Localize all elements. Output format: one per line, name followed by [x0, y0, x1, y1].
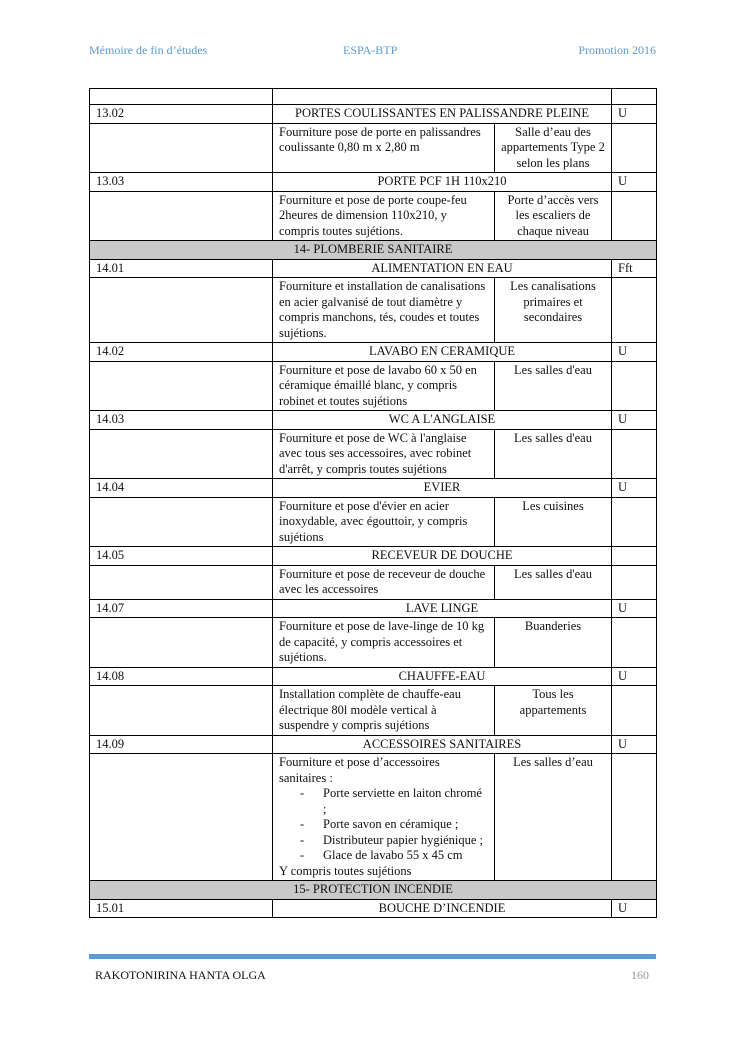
item-location: Buanderies: [495, 618, 612, 668]
item-description-row: [90, 754, 657, 881]
item-location: Les salles d'eau: [495, 429, 612, 479]
item-title: WC A L'ANGLAISE: [273, 411, 612, 430]
empty-unit-cell: [612, 686, 657, 736]
empty-cell: [273, 89, 612, 105]
item-code: 14.02: [90, 343, 273, 362]
item-description: [273, 278, 495, 343]
description-text: Fourniture et pose de lavabo 60 x 50 en céramique émaillé blanc, y compris robinet et toutes sujétions: [279, 362, 477, 408]
description-closing: Y compris toutes sujétions: [279, 863, 412, 878]
item-unit: Fft: [612, 259, 657, 278]
footer-author: RAKOTONIRINA HANTA OLGA: [95, 968, 266, 982]
section-header-row: [90, 881, 657, 900]
item-location: Les salles d'eau: [495, 565, 612, 599]
item-title: CHAUFFE-EAU: [273, 667, 612, 686]
empty-code-cell: [90, 686, 273, 736]
item-title: PORTES COULISSANTES EN PALISSANDRE PLEINE: [273, 105, 612, 124]
item-code: 14.09: [90, 735, 273, 754]
specification-table-body: [90, 89, 657, 918]
item-code: 15.01: [90, 899, 273, 918]
item-description: [273, 565, 495, 599]
specification-table: [89, 88, 657, 918]
item-title: LAVE LINGE: [273, 599, 612, 618]
empty-code-cell: [90, 618, 273, 668]
item-title: EVIER: [273, 479, 612, 498]
description-text: Fourniture et pose d’accessoires sanitaires :: [279, 755, 440, 785]
item-title: BOUCHE D’INCENDIE: [273, 899, 612, 918]
empty-unit-cell: [612, 754, 657, 881]
description-text: Fourniture et installation de canalisations en acier galvanisé de tout diamètre y compris manchons, tés, coudes et toutes sujétions.: [279, 279, 486, 340]
item-unit: U: [612, 899, 657, 918]
item-description: [273, 618, 495, 668]
item-description-row: [90, 565, 657, 599]
item-title-row: [90, 479, 657, 498]
item-location: Les salles d’eau: [495, 754, 612, 881]
item-unit: [612, 547, 657, 566]
item-unit: U: [612, 173, 657, 192]
item-title-row: [90, 411, 657, 430]
item-title-row: [90, 599, 657, 618]
item-title-row: [90, 343, 657, 362]
section-title: 14- PLOMBERIE SANITAIRE: [90, 241, 657, 260]
item-description-row: [90, 191, 657, 241]
header-right: Promotion 2016: [578, 43, 656, 57]
item-title: ACCESSOIRES SANITAIRES: [273, 735, 612, 754]
list-item: - Porte savon en céramique ;: [279, 817, 488, 833]
description-text: Installation complète de chauffe-eau électrique 80l modèle vertical à suspendre y compris sujétions: [279, 687, 461, 732]
empty-code-cell: [90, 565, 273, 599]
item-description: [273, 191, 495, 241]
item-description-row: [90, 429, 657, 479]
item-description-row: [90, 361, 657, 411]
item-code: 14.04: [90, 479, 273, 498]
item-unit: U: [612, 411, 657, 430]
item-description-row: [90, 123, 657, 173]
item-title: PORTE PCF 1H 110x210: [273, 173, 612, 192]
item-unit: U: [612, 343, 657, 362]
page-number: 160: [631, 968, 649, 982]
empty-cell: [90, 89, 273, 105]
item-location: Porte d’accès vers les escaliers de chaque niveau: [495, 191, 612, 241]
accessory-list: [279, 786, 488, 864]
item-description: [273, 686, 495, 736]
item-title-row: [90, 667, 657, 686]
item-location: Tous les appartements: [495, 686, 612, 736]
list-item: - Distributeur papier hygiénique ;: [279, 833, 488, 849]
description-text: Fourniture et pose de lave-linge de 10 kg de capacité, y compris accessoires et sujétions.: [279, 619, 485, 664]
item-location: Les cuisines: [495, 497, 612, 547]
item-title-row: [90, 173, 657, 192]
empty-unit-cell: [612, 565, 657, 599]
item-code: 13.02: [90, 105, 273, 124]
empty-code-cell: [90, 191, 273, 241]
item-unit: U: [612, 599, 657, 618]
item-unit: U: [612, 105, 657, 124]
description-text: Fourniture et pose de WC à l'anglaise avec tous ses accessoires, avec robinet d'arrêt, y compris toutes sujétions: [279, 430, 472, 476]
empty-code-cell: [90, 754, 273, 881]
empty-code-cell: [90, 123, 273, 173]
item-description-row: [90, 497, 657, 547]
item-title-row: [90, 899, 657, 918]
item-title-row: [90, 105, 657, 124]
item-description: [273, 361, 495, 411]
item-title-row: [90, 547, 657, 566]
table-row-blank: [90, 89, 657, 105]
item-description: [273, 497, 495, 547]
item-title-row: [90, 259, 657, 278]
description-text: Fourniture et pose de receveur de douche avec les accessoires: [279, 566, 486, 596]
empty-code-cell: [90, 361, 273, 411]
footer-rule: [89, 954, 656, 959]
item-title: RECEVEUR DE DOUCHE: [273, 547, 612, 566]
empty-unit-cell: [612, 618, 657, 668]
item-description: [273, 123, 495, 173]
empty-cell: [612, 89, 657, 105]
section-header-row: [90, 241, 657, 260]
item-location: Salle d’eau des appartements Type 2 selon les plans: [495, 123, 612, 173]
empty-code-cell: [90, 429, 273, 479]
section-title: 15- PROTECTION INCENDIE: [90, 881, 657, 900]
item-description: [273, 429, 495, 479]
item-title: ALIMENTATION EN EAU: [273, 259, 612, 278]
item-code: 14.01: [90, 259, 273, 278]
item-code: 14.03: [90, 411, 273, 430]
empty-code-cell: [90, 278, 273, 343]
empty-unit-cell: [612, 429, 657, 479]
header-left: Mémoire de fin d’études: [89, 43, 208, 57]
item-title: LAVABO EN CERAMIQUE: [273, 343, 612, 362]
item-location: Les salles d'eau: [495, 361, 612, 411]
item-description-row: [90, 686, 657, 736]
list-item: - Porte serviette en laiton chromé ;: [279, 786, 488, 817]
item-unit: U: [612, 735, 657, 754]
list-item: - Glace de lavabo 55 x 45 cm: [279, 848, 488, 864]
item-code: 13.03: [90, 173, 273, 192]
empty-unit-cell: [612, 278, 657, 343]
empty-unit-cell: [612, 361, 657, 411]
item-title-row: [90, 735, 657, 754]
item-unit: U: [612, 667, 657, 686]
description-text: Fourniture et pose d'évier en acier inoxydable, avec égouttoir, y compris sujétions: [279, 498, 468, 544]
item-description: [273, 754, 495, 881]
description-text: Fourniture et pose de porte coupe-feu 2heures de dimension 110x210, y compris toutes sujétions.: [279, 192, 467, 238]
empty-unit-cell: [612, 497, 657, 547]
item-location: Les canalisations primaires et secondaires: [495, 278, 612, 343]
empty-unit-cell: [612, 191, 657, 241]
item-unit: U: [612, 479, 657, 498]
empty-unit-cell: [612, 123, 657, 173]
item-code: 14.08: [90, 667, 273, 686]
item-code: 14.07: [90, 599, 273, 618]
item-code: 14.05: [90, 547, 273, 566]
header-center: ESPA-BTP: [343, 43, 398, 57]
item-description-row: [90, 278, 657, 343]
item-description-row: [90, 618, 657, 668]
empty-code-cell: [90, 497, 273, 547]
description-text: Fourniture pose de porte en palissandres coulissante 0,80 m x 2,80 m: [279, 124, 481, 154]
